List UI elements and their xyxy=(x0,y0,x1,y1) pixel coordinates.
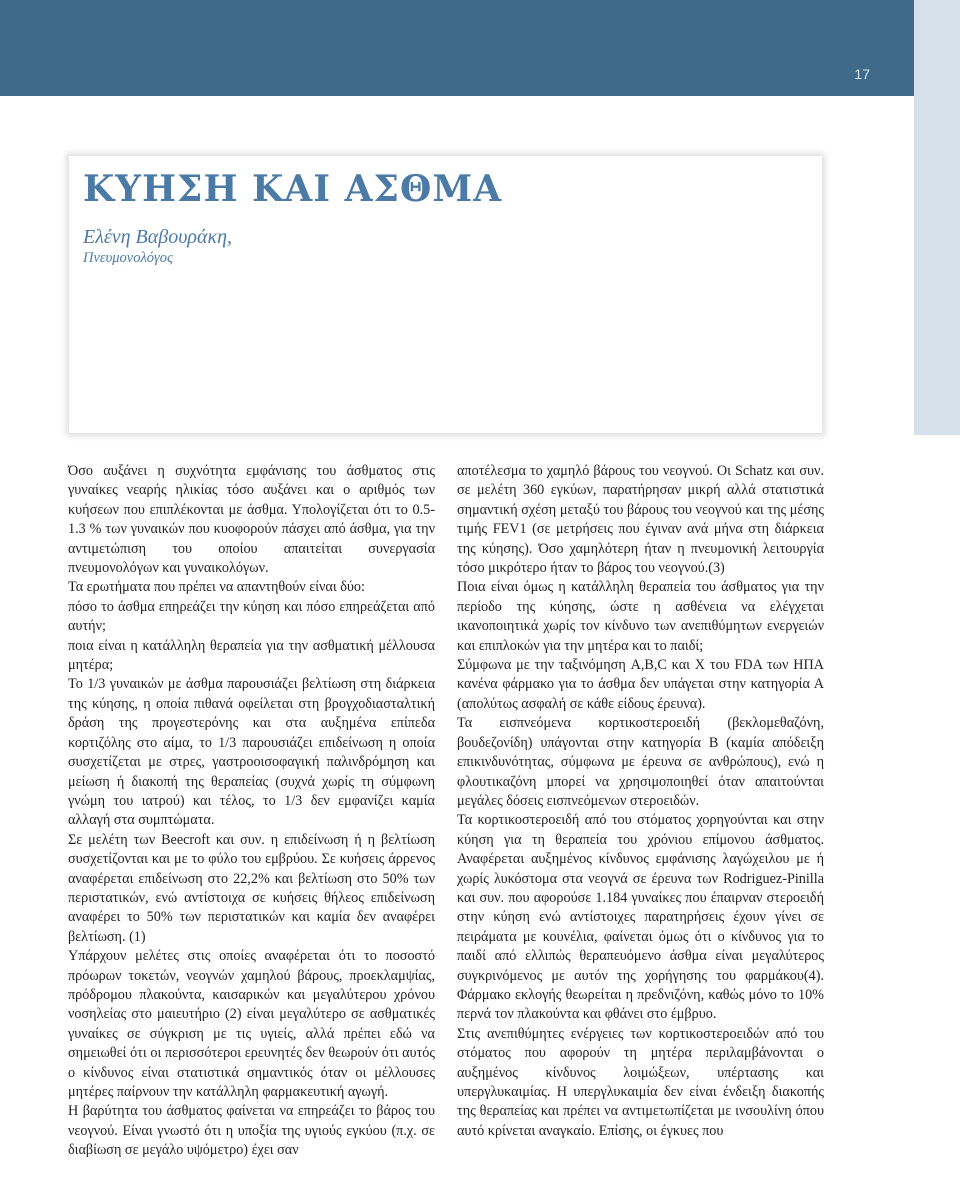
page-number: 17 xyxy=(854,66,870,82)
paragraph: Τα κορτικοστεροειδή από του στόματος χορηγούνται και στην κύηση για τη θεραπεία του χρόνιου επίμονου άσθματος. Αναφέρεται αυξημένος κίνδυνος εμφάνισης λαγώχειλου με ή χωρίς λυκόστομα στα νεογνά σε έρευνα των Rodriguez-Pinilla και συν. που αφορούσε 1.184 γυναίκες που έπαιρναν στεροειδή στην κύηση ενώ αντίστοιχες παρατηρήσεις έχουν γίνει σε πειράματα με κουνέλια, φαίνεται όμως ότι ο κίνδυνος για το παιδί από ελλιπώς θεραπευόμενο άσθμα είναι μεγαλύτερος συγκρινόμενος με αυτόν της χορήγησης του φαρμάκου(4). Φάρμακο εκλογής θεωρείται η πρεδνιζόνη, καθώς μόνο το 10% περνά τον πλακούντα και φθάνει στο έμβρυο. xyxy=(457,812,824,1023)
paragraph: Όσο αυξάνει η συχνότητα εμφάνισης του άσθματος στις γυναίκες νεαρής ηλικίας τόσο αυξάνει και ο αριθμός των κυήσεων που επιπλέκονται με άσθμα. Υπολογίζεται ότι το 0.5-1.3 % των γυναικών που κυοφορούν πάσχει από άσθμα, για την αντιμετώπιση του οποίου απαιτείται συνεργασία πνευμονολόγων και γυναικολόγων. xyxy=(68,463,435,577)
paragraph: Το 1/3 γυναικών με άσθμα παρουσιάζει βελτίωση στη διάρκεια της κύησης, η οποία πιθανά οφείλεται στη βρογχοδιασταλτική δράση της προγεστερόνης και στα αυξημένα επίπεδα κορτιζόλης στο αίμα, το 1/3 παρουσιάζει επιδείνωση η οποία συσχετίζεται με στρες, γαστροοισοφαγική παλινδρόμηση και μείωση ή διακοπή της θεραπείας (συχνά χωρίς τη σύμφωνη γνώμη του ιατρού) και τέλος, το 1/3 δεν εμφανίζει καμία αλλαγή στα συμπτώματα. xyxy=(68,676,435,829)
paragraph: αποτέλεσμα το χαμηλό βάρους του νεογνού. Οι Schatz και συν. σε μελέτη 360 εγκύων, παρατήρησαν μικρή αλλά στατιστικά σημαντική σχέση μεταξύ του βάρους του νεογνού και της μέσης τιμής FEV1 (σε μετρήσεις που έγιναν ανά μήνα στη διάρκεια της κύησης). Όσο χαμηλότερη ήταν η πνευμονική λειτουργία τόσο μικρότερο ήταν το βάρος του νεογνού.(3) xyxy=(457,463,824,577)
paragraph: Τα εισπνεόμενα κορτικοστεροειδή (βεκλομεθαζόνη, βουδεζονίδη) υπάγονται στην κατηγορία Β (καμία απόδειξη επικινδυνότητας, σύμφωνα με έρευνα σε ανθρώπους), ενώ η φλουτικαζόνη μπορεί να χρησιμοποιηθεί όταν απαιτούνται μεγάλες δόσεις εισπνεόμενων στεροειδών. xyxy=(457,715,824,809)
paragraph: Υπάρχουν μελέτες στις οποίες αναφέρεται ότι το ποσοστό πρόωρων τοκετών, νεογνών χαμηλού βάρους, προεκλαμψίας, πρόδρομου πλακούντα, καισαρικών και μεγαλύτερου χρόνου νοσηλείας στο μαιευτήριο (2) είναι μεγαλύτερο σε ασθματικές γυναίκες σε σύγκριση με τις υγιείς, αλλά πρέπει εδώ να σημειωθεί ότι οι περισσότεροι ερευνητές δεν θεωρούν ότι αυτός ο κίνδυνος είναι στατιστικά σημαντικός όταν οι μέλλουσες μητέρες παίρνουν την κατάλληλη φαρμακευτική αγωγή. xyxy=(68,948,435,1100)
paragraph: Η βαρύτητα του άσθματος φαίνεται να επηρεάζει το βάρος του νεογνού. Είναι γνωστό ότι η υποξία της υγιούς εγκύου (π.χ. σε διαβίωση σε μεγάλο υψόμετρο) έχει σαν xyxy=(68,1103,435,1159)
paragraph: Ποια είναι όμως η κατάλληλη θεραπεία του άσθματος για την περίοδο της κύησης, ώστε η ασθένεια να ελέγχεται ικανοποιητικά χωρίς τον κίνδυνο των ανεπιθύμητων ενεργειών και επιπλοκών για την μητέρα και το παιδί; xyxy=(457,579,824,654)
paragraph: πόσο το άσθμα επηρεάζει την κύηση και πόσο επηρεάζεται από αυτήν; xyxy=(68,598,435,635)
article-title: ΚΥΗΣΗ ΚΑΙ ΑΣΘΜΑ xyxy=(83,168,503,210)
side-strip xyxy=(914,0,960,435)
paragraph: Σύμφωνα με την ταξινόμηση A,B,C και X του FDA των ΗΠΑ κανένα φάρμακο για το άσθμα δεν υπάγεται στην κατηγορία Α (απολύτως ασφαλή σε κάθε είδους έρευνα). xyxy=(457,657,824,712)
title-box xyxy=(69,156,822,433)
paragraph: Σε μελέτη των Beecroft και συν. η επιδείνωση ή η βελτίωση συσχετίζονται και με το φύλο του εμβρύου. Σε κυήσεις άρρενος αναφέρεται επιδείνωση στο 22,2% και βελτίωση στο 50% των περιστατικών, ενώ αντίστοιχα σε κυήσεις θήλεος επιδείνωση αναφέρει το 50% των περιστατικών και καμία δεν αναφέρει βελτίωση. (1) xyxy=(68,831,435,945)
paragraph: Τα ερωτήματα που πρέπει να απαντηθούν είναι δύο: xyxy=(68,579,365,596)
paragraph: ποια είναι η κατάλληλη θεραπεία για την ασθματική μέλλουσα μητέρα; xyxy=(68,637,435,674)
author-role: Πνευμονολόγος xyxy=(83,250,173,266)
author-name: Ελένη Βαβουράκη, xyxy=(83,226,233,248)
left-column xyxy=(68,462,435,1161)
header-bar xyxy=(0,0,914,96)
paragraph: Στις ανεπιθύμητες ενέργειες των κορτικοστεροειδών από του στόματος που αφορούν τη μητέρα περιλαμβάνονται ο αυξημένος κίνδυνος λοιμώξεων, υπέρτασης και υπεργλυκαιμίας. Η υπεργλυκαιμία δεν είναι ένδειξη διακοπής της θεραπείας και πρέπει να αντιμετωπίζεται με ινσουλίνη όπου αυτό κρίνεται αναγκαίο. Επίσης, οι έγκυες που xyxy=(457,1025,824,1139)
right-column xyxy=(457,462,824,1141)
